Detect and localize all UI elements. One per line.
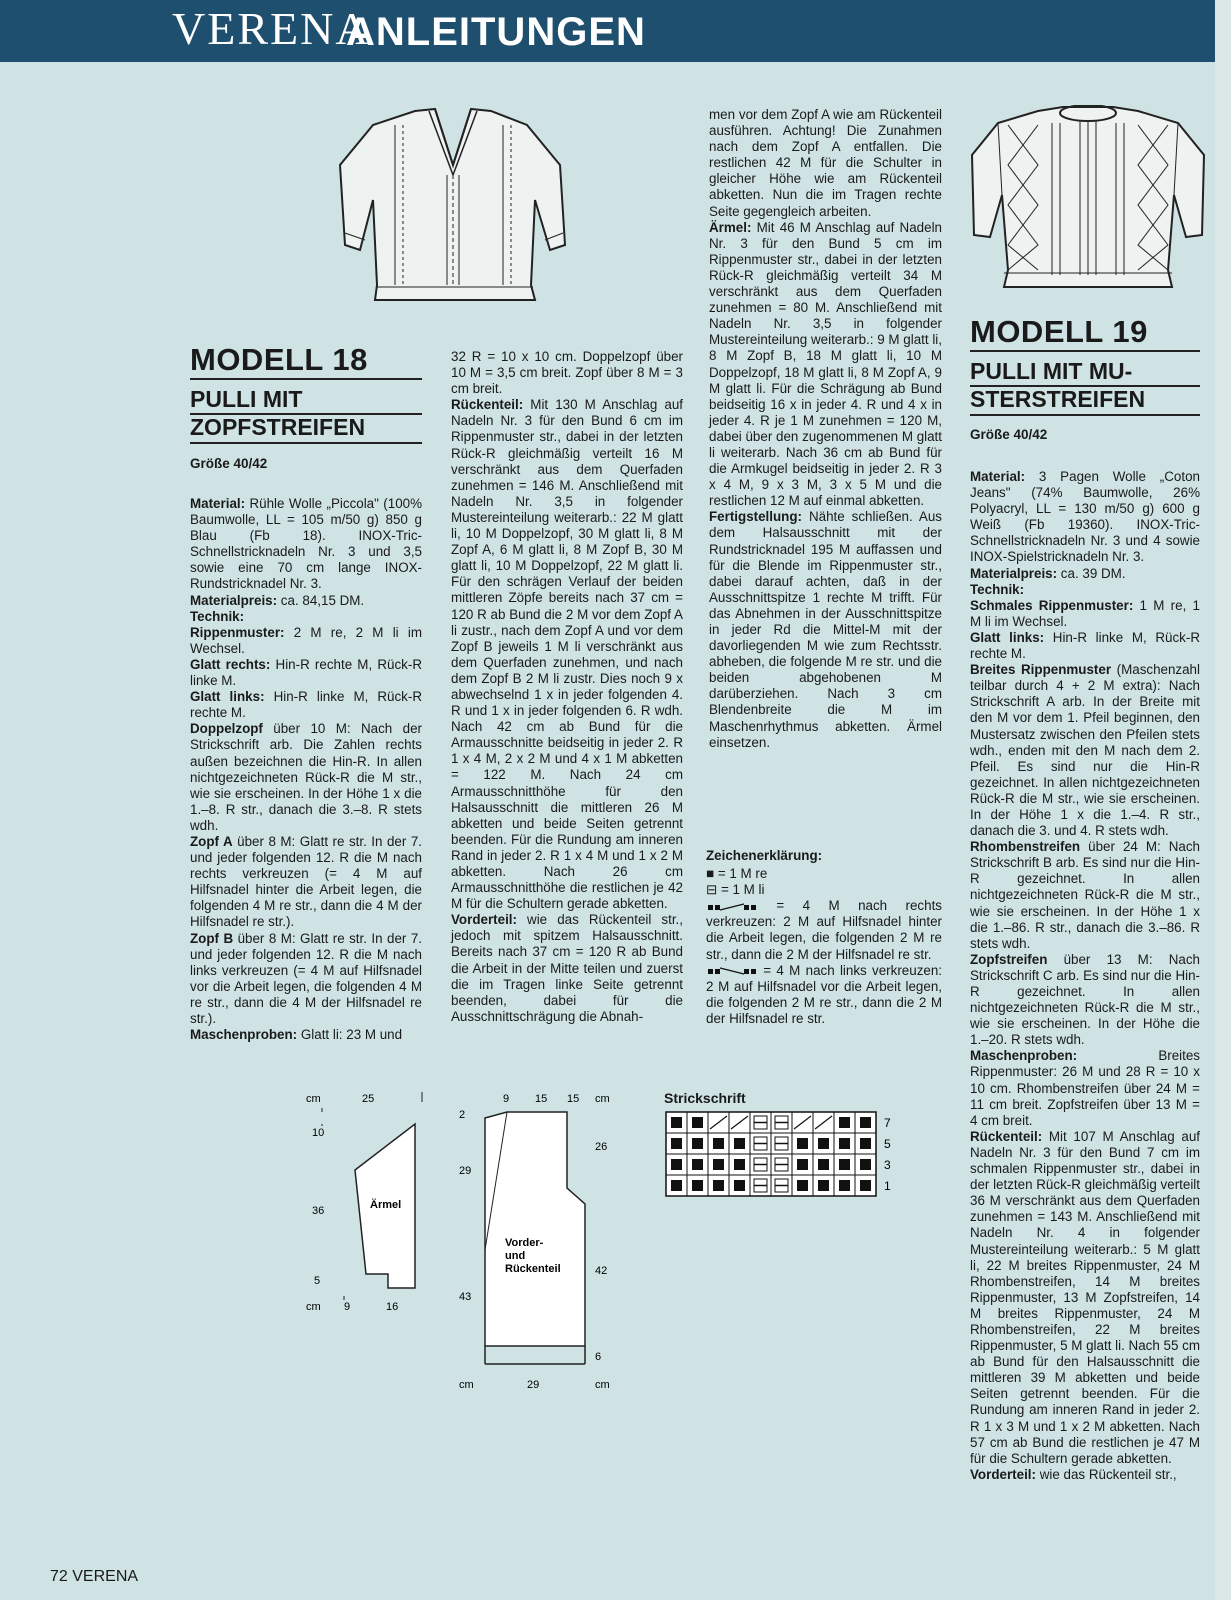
model-18-paragraph [190, 625, 422, 657]
cable-right-icon [706, 902, 758, 912]
model-18-paragraph [190, 496, 422, 593]
model-19-paragraph-label: Materialpreis: [970, 565, 1058, 581]
knit-mark [671, 1117, 682, 1128]
model-18-paragraph [190, 657, 422, 689]
model-18-paragraph [451, 397, 683, 912]
model-19-paragraph-text: 1 M re, 1 M li im Wechsel. [970, 597, 1201, 629]
model-19-paragraph [970, 598, 1200, 630]
model-18-paragraph-label: Glatt rechts: [190, 656, 271, 672]
model-18-paragraph-label: Fertigstellung: [709, 509, 802, 525]
model-18-paragraph [709, 107, 942, 220]
knit-mark [692, 1159, 703, 1170]
model-19-paragraph [970, 582, 1200, 598]
body-dim-top-2: 15 [535, 1093, 548, 1105]
model-19-paragraph-text: Hin-R linke M, Rück-R rechte M. [970, 629, 1200, 662]
model-18-paragraph-label: Zopf B [190, 930, 234, 946]
body-dim-r1: 26 [595, 1141, 608, 1153]
divider [970, 414, 1200, 416]
knit-mark [713, 1138, 724, 1149]
model-18-paragraph-label: Doppelzopf [190, 721, 263, 737]
model-19-paragraph-label: Rhombenstreifen [970, 839, 1081, 855]
model-19-subtitle-line2: STERSTREIFEN [970, 386, 1146, 412]
body-dim-b: 29 [459, 1165, 472, 1177]
model-18-paragraph [451, 912, 683, 1025]
model-19-paragraph [970, 839, 1200, 952]
model-19-paragraph-text: 3 Pagen Wolle „Coton Jeans" (74% Baumwolle, 26% Polyacryl, LL = 130 m/50 g) 600 g Weiß (Fb 19360). INOX-Tric-Schnellstricknadeln Nr. 3 und 4 sowie INOX-Spielstricknadeln Nr. 3. [970, 469, 1200, 565]
model-18-paragraph-label: Zopf A [190, 833, 233, 849]
knit-mark [797, 1138, 808, 1149]
body-dim-top-1: 9 [503, 1093, 510, 1105]
model-19-paragraph-label: Rückenteil: [970, 1128, 1043, 1144]
legend-title: Zeichenerklärung: [706, 848, 823, 863]
model-18-paragraph-text: 2 M re, 2 M li im Wechsel. [190, 624, 422, 656]
model-19-paragraph-text: (Maschenzahl teilbar durch 4 + 2 M extra): Nach Strickschrift A arb. In der Breite mit den M vor dem 1. Pfeil beginnen, den Mustersatz zwischen den Pfeilen stets wdh., enden mit den M nach dem 2. Pfeil. Es sind nur die Hin-R gezeichnet. In allen nichtgezeichneten Rück-R die M str., wie sie erscheinen. In der Höhe 1 x die 1.–4. R str., danach die 3. und 4. R stets wdh. [970, 662, 1200, 839]
model-19-paragraph [970, 1467, 1200, 1483]
model-19-paragraph-label: Material: [970, 469, 1026, 484]
model-18-paragraph-text: Glatt li: 23 M und [297, 1027, 403, 1043]
model-18-paragraph [190, 593, 422, 609]
legend-cable-left [706, 963, 942, 1027]
chart-row-label: 7 [884, 1116, 891, 1130]
strickschrift-title: Strickschrift [664, 1090, 746, 1106]
model-19-paragraph-label: Maschenproben: [970, 1048, 1078, 1064]
model-19-subtitle-line1: PULLI MIT MU- [970, 358, 1133, 384]
legend [706, 848, 942, 1027]
model-19-paragraph [970, 1048, 1200, 1128]
model-18-paragraph-text: Hin-R rechte M, Rück-R linke M. [190, 656, 423, 689]
model-19-paragraph-text: Breites Rippenmuster: 26 M und 28 R = 10 x 10 cm. Rhombenstreifen über 24 M = 11 cm breit. Zopfstreifen über 13 M = 4 cm breit. [970, 1048, 1200, 1128]
divider [190, 442, 422, 444]
knit-mark [818, 1138, 829, 1149]
knit-mark [860, 1180, 871, 1191]
sleeve-schematic [300, 1088, 435, 1318]
knit-mark [818, 1180, 829, 1191]
divider [190, 378, 422, 380]
legend-cable-right [706, 898, 942, 962]
model-18-paragraph-label: Ärmel: [709, 219, 752, 235]
sleeve-dim-top: 25 [362, 1093, 375, 1105]
model-18-paragraph-label: Materialpreis: [190, 592, 278, 608]
model-19-paragraph-label: Breites Rippenmuster [970, 662, 1112, 678]
model-18-title: MODELL 18 [190, 342, 368, 377]
model-18-paragraph [709, 220, 942, 510]
model-18-paragraph-text: Nähte schließen. Aus dem Halsausschnitt mit der Rundstricknadel 195 M auffassen und für die Blende im Rippenmuster str., dabei darauf achten, daß in der Ausschnittspitze 1 rechte M trifft. Für das Abnehmen in der Ausschnittspitze in jeder Rd die Mittel-M mit der davorliegenden M wie zum Rechtsstr. abheben, die folgende M re str. und die beiden abgehobenen M darüberziehen. Nach 3 cm Blendenbreite die M im Maschenrhythmus abketten. Ärmel einsetzen. [709, 509, 942, 750]
model-19-paragraph [970, 952, 1200, 1049]
knit-mark [839, 1180, 850, 1191]
knit-mark [734, 1159, 745, 1170]
model-18-paragraph-text: wie das Rückenteil str., jedoch mit spitzem Halsausschnitt. Bereits nach 37 cm = 120 R ab Bund die Arbeit in der Mitte teilen und zuerst die im Tragen linke Seite getrennt beenden, dabei für die Ausschnittschrägung die Abnah- [451, 912, 683, 1024]
strickschrift-chart [664, 1110, 914, 1206]
model-18-paragraph-text: über 8 M: Glatt re str. In der 7. und jeder folgenden 12. R die M nach rechts verkreuzen (= 4 M auf Hilfsnadel hinter die Arbeit legen, die folgenden 4 M re str., dann die 4 M der Hilfsnadel re str.). [190, 833, 422, 930]
model-18-paragraph [190, 1027, 422, 1043]
model-18-paragraph [451, 349, 683, 397]
model-19-text-column [970, 469, 1200, 1483]
knit-mark [671, 1159, 682, 1170]
model-18-text-column-1 [190, 496, 422, 1043]
knit-mark [692, 1180, 703, 1191]
body-label-line1: Vorder- [505, 1237, 544, 1249]
model-18-paragraph-text: Rühle Wolle „Piccola" (100% Baumwolle, LL = 105 m/50 g) 850 g Blau (Fb 18). INOX-Tric-Schnellstricknadeln Nr. 3 und 3,5 sowie eine 70 cm lange INOX-Rundstricknadel Nr. 3. [190, 496, 422, 592]
knit-mark [797, 1180, 808, 1191]
legend-knit-text: = 1 M re [714, 866, 768, 882]
body-dim-a: 2 [459, 1109, 466, 1121]
chart-row-label: 5 [884, 1137, 891, 1151]
body-dim-top-3: 15 [567, 1093, 580, 1105]
cable-left-icon [706, 966, 758, 976]
model-19-paragraph-label: Vorderteil: [970, 1466, 1036, 1482]
knit-mark [734, 1138, 745, 1149]
model-19-paragraph-text: über 13 M: Nach Strickschrift C arb. Es sind nur die Hin-R gezeichnet. In allen nichtgezeichneten Rück-R die M str., wie sie erscheinen. In der Höhe die 1.–20. R stets wdh. [970, 951, 1200, 1048]
knit-mark [671, 1180, 682, 1191]
body-dim-cm-bottom-right: cm [595, 1379, 610, 1391]
sleeve-dim-b: 36 [312, 1205, 325, 1217]
model-18-paragraph-text: ca. 84,15 DM. [277, 592, 365, 608]
model-18-paragraph-text: Mit 130 M Anschlag auf Nadeln Nr. 3 für den Bund 6 cm im Rippenmuster str., dabei in der letzten Rück-R gleichmäßig verteilt 16 M verschränkt aus dem Querfaden zunehmen = 146 M. Anschließend mit Nadeln Nr. 3,5 in folgender Mustereinteilung weiterarb.: 22 M glatt li, 10 M Doppelzopf, 30 M glatt li, 8 M Zopf A, 6 M glatt li, 8 M Zopf B, 30 M glatt li, 10 M Doppelzopf, 22 M glatt li. Für den schrägen Verlauf der beiden mittleren Zöpfe bereits nach 37 cm = 120 R ab Bund die 2 M vor dem Zopf A li zustr., nach dem Zopf A und vor dem Zopf B jeweils 1 M li verschränkt aus dem Querfaden zunehmen, und nach dem Zopf B 2 M li zustr. Dies noch 9 x abwechselnd 1 x in jeder folgenden 4. R und 1 x in jeder folgenden 6. R wdh. Nach 42 cm ab Bund für die Armausschnitte beidseitig in jeder 2. R 1 x 4 M, 2 x 2 M und 4 x 1 M abketten = 122 M. Nach 24 cm Armausschnitthöhe für den Halsausschnitt die mittleren 26 M abketten und beide Seiten getrennt beenden. Für die Rundung am inneren Rand in jeder 2. R 1 x 4 M und 1 x 2 M abketten. Nach 26 cm Armausschnitthöhe die restlichen je 42 M für die Schultern gerade abketten. [451, 397, 683, 912]
knit-mark [839, 1138, 850, 1149]
body-dim-r3: 6 [595, 1351, 602, 1363]
sleeve-dim-bottom-2: 16 [386, 1301, 399, 1313]
body-dim-r2: 42 [595, 1265, 608, 1277]
knit-mark [860, 1117, 871, 1128]
model-18-paragraph-label: Maschenproben: [190, 1027, 298, 1043]
knit-mark [692, 1117, 703, 1128]
chart-row-label: 1 [884, 1179, 891, 1193]
model-18-paragraph-text: men vor dem Zopf A wie am Rückenteil ausführen. Achtung! Die Zunahmen nach dem Zopf A entfallen. Die restlichen 42 M für die Schulter in gleicher Höhe wie am Rückenteil abketten. Nun die im Tragen rechte Seite gegengleich arbeiten. [709, 107, 942, 219]
knit-mark [734, 1180, 745, 1191]
brand-logo: VERENA [172, 3, 371, 54]
section-title: ANLEITUNGEN [346, 10, 646, 54]
model-19-paragraph-text: ca. 39 DM. [1057, 565, 1126, 581]
sleeve-dim-a: 10 [312, 1127, 325, 1139]
purl-symbol-icon: ⊟ [706, 882, 718, 898]
model-18-paragraph-label: Glatt links: [190, 689, 265, 705]
model-19-paragraph-text: über 24 M: Nach Strickschrift B arb. Es sind nur die Hin-R gezeichnet. In allen nichtgezeichneten Rück-R die M str., wie sie erscheinen. In der Höhe 1 x die 1.–86. R str., danach die 3.–86. R stets wdh. [970, 839, 1200, 951]
sleeve-dim-cm-bottom: cm [306, 1301, 321, 1313]
body-label-line3: Rückenteil [505, 1263, 561, 1275]
model-18-paragraph-text: über 10 M: Nach der Strickschrift arb. Die Zahlen rechts außen bezeichnen die Hin-R. In allen nichtgezeichneten Rück-R die M str., wie sie erscheinen. In der Höhe 1 x die 1.–8. R str., danach die 3.–8. R stets wdh. [190, 721, 422, 833]
model-19-paragraph [970, 469, 1200, 566]
model-18-paragraph-text: Mit 46 M Anschlag auf Nadeln Nr. 3 für den Bund 5 cm im Rippenmuster str., dabei in der letzten Rück-R gleichmäßig verteilt 34 M verschränkt aus dem Querfaden zunehmen = 80 M. Anschließend mit Nadeln Nr. 3,5 in folgender Mustereinteilung weiterarb.: 9 M glatt li, 8 M Zopf B, 18 M glatt li, 10 M Doppelzopf, 18 M glatt li, 8 M Zopf A, 9 M glatt li. Für die Schrägung ab Bund beidseitig 16 x in jeder 4. R und 4 x in jeder 4. R je 1 M zunehmen = 120 M, dabei über den zugenommenen M glatt li weiterarb. Nach 36 cm ab Bund für die Armkugel beidseitig in jeder 2. R 3 x 4 M, 9 x 3 M, 3 x 5 M und die restlichen 12 M auf einmal abketten. [709, 219, 943, 509]
model-18-paragraph-label: Material: [190, 496, 246, 511]
model-19-paragraph-label: Technik: [970, 581, 1025, 597]
model-18-paragraph-label: Technik: [190, 608, 245, 624]
model-18-paragraph-text: Hin-R linke M, Rück-R rechte M. [190, 689, 422, 721]
legend-cable-right-text: = 4 M nach rechts verkreuzen: 2 M auf Hilfsnadel hinter die Arbeit legen, die folgenden 2 M re str., dann die 2 M der Hilfsnadel re str. [706, 898, 942, 962]
model-18-paragraph-label: Vorderteil: [451, 912, 517, 928]
model-18-paragraph-label: Rückenteil: [451, 397, 524, 413]
model-19-size: Größe 40/42 [970, 427, 1048, 442]
model-18-paragraph [190, 834, 422, 931]
sweater-18-illustration [335, 105, 575, 305]
legend-purl-text: = 1 M li [717, 882, 765, 898]
knit-mark [860, 1138, 871, 1149]
knit-mark [797, 1159, 808, 1170]
model-18-paragraph [190, 689, 422, 721]
body-dim-cm-top: cm [595, 1093, 610, 1105]
sleeve-dim-c: 5 [314, 1275, 321, 1287]
model-18-paragraph [190, 931, 422, 1028]
knit-mark [818, 1159, 829, 1170]
model-19-paragraph-text: wie das Rückenteil str., [1035, 1466, 1177, 1482]
model-19-title: MODELL 19 [970, 314, 1148, 349]
model-19-paragraph-label: Schmales Rippenmuster: [970, 597, 1134, 613]
body-schematic [455, 1088, 625, 1398]
knit-mark [713, 1159, 724, 1170]
body-dim-cm-bottom: cm [459, 1379, 474, 1391]
model-19-paragraph [970, 662, 1200, 839]
knit-mark [671, 1138, 682, 1149]
model-18-paragraph [190, 721, 422, 834]
page-edge [1215, 0, 1231, 1600]
body-dim-c: 43 [459, 1291, 472, 1303]
model-19-paragraph [970, 566, 1200, 582]
model-19-paragraph-label: Zopfstreifen [970, 951, 1048, 967]
model-18-text-column-2 [451, 349, 683, 1025]
knit-mark [860, 1159, 871, 1170]
divider [970, 350, 1200, 352]
model-18-paragraph-text: über 8 M: Glatt re str. In der 7. und jeder folgenden 12. R die M nach links verkreuzen (= 4 M auf Hilfsnadel vor die Arbeit legen, die folgenden 4 M re str., dann die 4 M der Hilfsnadel re str.). [190, 930, 422, 1026]
knit-mark [839, 1159, 850, 1170]
model-18-paragraph-label: Rippenmuster: [190, 624, 285, 640]
knit-mark [839, 1117, 850, 1128]
page-footer: 72 VERENA [50, 1568, 139, 1585]
model-18-subtitle-line1: PULLI MIT [190, 386, 303, 412]
body-label-line2: und [505, 1250, 526, 1262]
model-18-paragraph [709, 509, 942, 750]
sweater-19-illustration [968, 105, 1208, 295]
knit-mark [713, 1180, 724, 1191]
knit-mark [692, 1138, 703, 1149]
page-header [0, 0, 1215, 62]
model-19-paragraph [970, 1129, 1200, 1467]
sleeve-dim-cm-top: cm [306, 1093, 321, 1105]
sleeve-label: Ärmel [370, 1199, 402, 1211]
sleeve-dim-bottom-1: 9 [344, 1301, 351, 1313]
legend-knit [706, 866, 942, 882]
model-18-paragraph [190, 609, 422, 625]
model-18-size: Größe 40/42 [190, 456, 268, 471]
model-19-paragraph-text: Mit 107 M Anschlag auf Nadeln Nr. 3 für den Bund 7 cm im schmalen Rippenmuster str., dabei in der letzten Rück-R gleichmäßig verteilt 36 M verschränkt aus dem Querfaden zunehmen = 143 M. Anschließend mit Nadeln Nr. 4 in folgender Mustereinteilung weiterarb.: 5 M glatt li, 22 M breites Rippenmuster, 24 M Rhombenstreifen, 14 M breites Rippenmuster, 13 M Zopfstreifen, 14 M breites Rippenmuster, 24 M Rhombenstreifen, 22 M breites Rippenmuster, 5 M glatt li. Nach 55 cm ab Bund für den Halsausschnitt die mittleren 39 M abketten und beide Seiten getrennt beenden. Für die Rundung am inneren Rand in jeder 2. R 1 x 3 M und 1 x 2 M abketten. Nach 57 cm ab Bund die restlichen je 47 M für die Schultern gerade abketten. [970, 1128, 1200, 1466]
knit-symbol-icon: ■ [706, 866, 715, 882]
model-19-paragraph-label: Glatt links: [970, 629, 1045, 645]
legend-purl [706, 882, 942, 898]
body-dim-bottom: 29 [527, 1379, 540, 1391]
model-18-paragraph-text: 32 R = 10 x 10 cm. Doppelzopf über 10 M = 3,5 cm breit. Zopf über 8 M = 3 cm breit. [451, 349, 683, 397]
model-18-text-column-3 [709, 107, 942, 751]
legend-cable-left-text: = 4 M nach links verkreuzen: 2 M auf Hilfsnadel vor die Arbeit legen, die folgenden 2 M re str., dann die 2 M der Hilfsnadel re str. [706, 962, 942, 1026]
model-18-subtitle-line2: ZOPFSTREIFEN [190, 414, 366, 440]
model-19-paragraph [970, 630, 1200, 662]
chart-row-label: 3 [884, 1158, 891, 1172]
